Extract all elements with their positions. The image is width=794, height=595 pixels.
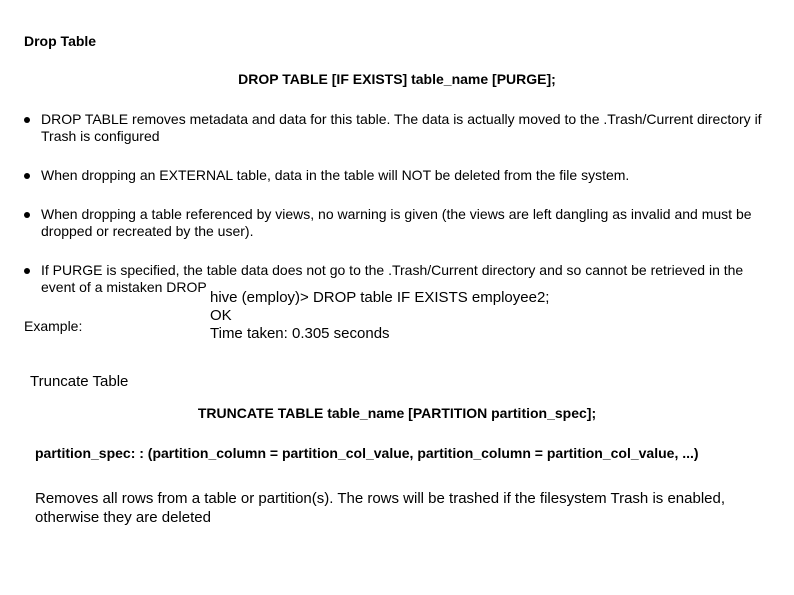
drop-table-syntax: DROP TABLE [IF EXISTS] table_name [PURGE]; — [238, 71, 556, 87]
example-label: Example: — [24, 318, 83, 334]
truncate-description: Removes all rows from a table or partition(s). The rows will be trashed if the filesystem Trash is enabled, otherwise they are deleted — [35, 490, 725, 526]
bullet-item — [24, 206, 774, 240]
bullet-item — [24, 111, 774, 145]
example-code-line: hive (employ)> DROP table IF EXISTS employee2; — [210, 289, 550, 306]
bullet-dot-icon — [24, 117, 30, 123]
example-code-line: Time taken: 0.305 seconds — [210, 325, 390, 342]
drop-table-heading: Drop Table — [24, 33, 97, 49]
bullet-item — [24, 167, 774, 184]
bullet-dot-icon — [24, 268, 30, 274]
truncate-table-heading: Truncate Table — [30, 373, 129, 390]
bullet-dot-icon — [24, 173, 30, 179]
bullet-text: When dropping a table referenced by views, no warning is given (the views are left dangling as invalid and must be dropped or recreated by the user). — [41, 206, 752, 239]
truncate-table-syntax: TRUNCATE TABLE table_name [PARTITION partition_spec]; — [197, 405, 597, 421]
bullet-text: When dropping an EXTERNAL table, data in the table will NOT be deleted from the file system. — [41, 167, 630, 183]
example-code-line: OK — [210, 307, 232, 324]
bullet-dot-icon — [24, 212, 30, 218]
partition-spec-definition: partition_spec: : (partition_column = partition_col_value, partition_column = partition_col_value, ...) — [35, 445, 699, 461]
bullet-text: If PURGE is specified, the table data does not go to the .Trash/Current directory and so cannot be retrieved in the event of a mistaken DROP — [41, 262, 744, 295]
bullet-text: DROP TABLE removes metadata and data for this table. The data is actually moved to the .Trash/Current directory if Trash is configured — [41, 111, 762, 144]
